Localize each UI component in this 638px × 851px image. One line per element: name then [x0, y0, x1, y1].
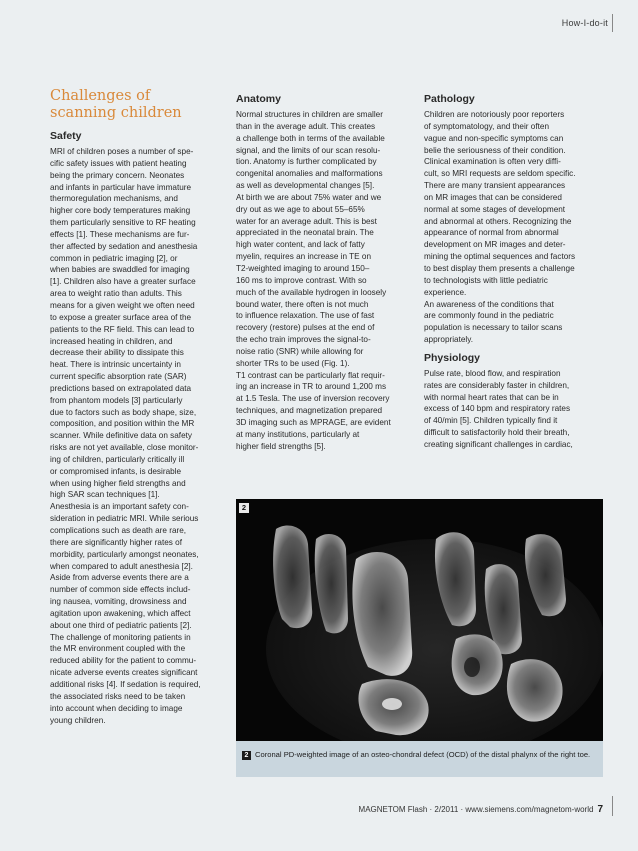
body-line: patients to the RF field. This can lead to — [50, 324, 195, 334]
body-line: common in pediatric imaging [2], or — [50, 253, 178, 263]
body-line: signal, and the limits of our scan resolu- — [236, 145, 381, 155]
body-line: or compromised infants, is desirable — [50, 466, 182, 476]
heading-safety: Safety — [50, 130, 82, 142]
body-line: [1]. Children also have a greater surface — [50, 277, 196, 287]
page-number: 7 — [597, 804, 603, 815]
body-line: Children are notoriously poor reporters — [424, 110, 565, 119]
body-line: to influence relaxation. The use of fast — [236, 311, 375, 321]
body-line: vague and non-specific symptoms can — [424, 133, 564, 143]
body-line: increased heating in children, and — [50, 336, 173, 346]
body-line: Normal structures in children are smaller — [236, 110, 383, 119]
body-line: cific safety issues with patient heating — [50, 158, 187, 168]
body-line: At birth we are about 75% water and we — [236, 192, 382, 202]
body-line: to expose a greater surface area of the — [50, 312, 192, 322]
body-line: Clinical examination is often very diffi- — [424, 157, 561, 167]
body-line: excess of 140 bpm and respiratory rates — [424, 404, 571, 414]
body-line: about one third of pediatric patients [2]. — [50, 620, 192, 630]
body-line: young children. — [50, 715, 106, 725]
body-line: experience. — [424, 287, 467, 297]
heading-anatomy: Anatomy — [236, 93, 281, 105]
body-line: agitation upon awakening, which affect — [50, 608, 191, 618]
body-line: dry out as we age to about 55–65% — [236, 204, 365, 214]
mri-image — [236, 499, 603, 741]
body-line: T2-weighted imaging to around 150– — [236, 263, 370, 273]
body-line: number of common side effects includ- — [50, 585, 191, 595]
body-line: composition, and position within the MR — [50, 419, 195, 429]
body-line: at many institutions, particularly at — [236, 429, 360, 439]
section-label: How-I-do-it — [561, 18, 608, 28]
body-line: development on MR images and deter- — [424, 240, 566, 250]
body-line: appropriately. — [424, 335, 474, 345]
body-line: scanner. While definitive data on safety — [50, 431, 192, 441]
column-anatomy — [236, 93, 414, 452]
body-line: predictions based on extrapolated data — [50, 383, 192, 393]
figure-caption — [242, 749, 594, 760]
body-line: ing of children, particularly critically ill — [50, 454, 185, 464]
column-safety — [50, 88, 226, 726]
body-line: noise ratio (SNR) while allowing for — [236, 346, 364, 356]
body-line: appearance of normal from abnormal — [424, 228, 559, 238]
column-pathology — [424, 93, 604, 451]
body-line: a challenge both in terms of the available — [236, 133, 385, 143]
body-line: belie the seriousness of their condition. — [424, 145, 566, 155]
body-line: from phantom models [3] particularly — [50, 395, 183, 405]
figure-caption-box — [236, 741, 603, 777]
body-line: 160 ms to improve contrast. With so — [236, 275, 367, 285]
footer-text: MAGNETOM Flash · 2/2011 · www.siemens.com/magnetom-world — [358, 805, 594, 814]
body-line: heat. There is intrinsic uncertainty in — [50, 360, 181, 370]
body-line: cult, so MRI requests are seldom specific. — [424, 169, 576, 179]
body-line: An awareness of the conditions that — [424, 299, 554, 309]
header-divider — [612, 14, 613, 32]
body-line: higher core body temperatures making — [50, 206, 191, 216]
body-line: rates are considerably faster in children, — [424, 380, 570, 390]
body-line: to technologists with little pediatric — [424, 275, 548, 285]
body-line: shorter TRs to be used (Fig. 1). — [236, 358, 350, 368]
body-line: creating significant challenges in cardiac, — [424, 439, 573, 449]
body-line: the echo train improves the signal-to- — [236, 335, 371, 345]
body-line: decrease their ability to dissipate this — [50, 348, 184, 358]
body-line: ing an increase in TR to around 1,200 ms — [236, 382, 387, 392]
body-line: T1 contrast can be particularly flat requir- — [236, 370, 385, 380]
body-line: morbidity, particularly amongst neonates, — [50, 549, 199, 559]
anatomy-body — [236, 109, 414, 452]
pathology-body — [424, 109, 604, 346]
body-line: high water content, and lack of fatty — [236, 240, 365, 250]
body-line: techniques, and magnetization prepared — [236, 406, 383, 416]
body-line: There are many transient appearances — [424, 181, 566, 191]
body-line: much of the available hydrogen in loosely — [236, 287, 387, 297]
body-line: additional risks [4]. If sedation is required, — [50, 679, 201, 689]
body-line: appreciated in the neonatal brain. The — [236, 228, 374, 238]
body-line: risks are not yet available, close monitor- — [50, 443, 199, 453]
body-line: Anesthesia is an important safety con- — [50, 502, 189, 512]
body-line: myelin, requires an increase in TE on — [236, 252, 372, 262]
body-line: bound water, there often is not much — [236, 299, 369, 309]
body-line: Pulse rate, blood flow, and respiration — [424, 368, 561, 378]
body-line: MRI of children poses a number of spe- — [50, 147, 194, 156]
body-line: complications such as death are rare, — [50, 526, 187, 535]
body-line: high SAR scan techniques [1]. — [50, 490, 160, 500]
body-line: recovery (restore) pulses at the end of — [236, 323, 375, 333]
body-line: and infants in particular have immature — [50, 182, 192, 192]
body-line: the MR environment coupled with the — [50, 644, 186, 654]
article-title-line: Challenges of — [50, 88, 151, 104]
heading-physiology: Physiology — [424, 351, 481, 364]
body-line: them particularly sensitive to RF heating — [50, 218, 196, 228]
body-line: at 1.5 Tesla. The use of inversion recovery — [236, 394, 390, 404]
mri-figure — [236, 499, 603, 741]
body-line: when using higher field strengths and — [50, 478, 186, 488]
body-line: there are significantly higher rates of — [50, 537, 182, 547]
body-line: of 40/min [5]. Children typically find it — [424, 416, 558, 426]
body-line: and abnormal at others. Recognizing the — [424, 216, 572, 226]
body-line: into account when deciding to image — [50, 703, 183, 713]
body-line: effects [1]. These mechanisms are fur- — [50, 229, 190, 239]
body-line: difficult to satisfactorily hold their breath, — [424, 428, 570, 438]
header-bar — [0, 0, 638, 36]
heading-pathology: Pathology — [424, 93, 475, 105]
figure-number: 2 — [239, 503, 249, 513]
body-line: sideration in pediatric MRI. While serious — [50, 514, 199, 524]
body-line: means for a given weight we often need — [50, 300, 195, 310]
body-line: to best display them presents a challenge — [424, 263, 575, 273]
body-line: normal at some stages of development — [424, 204, 566, 214]
body-line: are commonly found in the pediatric — [424, 311, 554, 321]
body-line: with normal heart rates that can be in — [424, 392, 559, 402]
body-line: higher field strengths [5]. — [236, 441, 326, 451]
lesion-marker — [382, 698, 402, 710]
footer-divider — [612, 796, 613, 816]
body-line: than in the average adult. This creates — [236, 121, 376, 131]
body-line: water for an average adult. This is best — [236, 216, 377, 226]
body-line: ing nausea, vomiting, drowsiness and — [50, 597, 187, 607]
body-line: The challenge of monitoring patients in — [50, 632, 191, 642]
body-line: mining the optimal sequences and factors — [424, 252, 576, 262]
body-line: congenital anomalies and malformations — [236, 169, 383, 179]
body-line: tion. Anatomy is further complicated by — [236, 157, 377, 167]
article-title-line: scanning children — [50, 105, 182, 121]
body-line: being the primary concern. Neonates — [50, 170, 185, 180]
article-title — [50, 88, 226, 122]
body-line: ther affected by sedation and anesthesia — [50, 241, 198, 251]
body-line: current specific absorption rate (SAR) — [50, 372, 187, 382]
body-line: Aside from adverse events there are a — [50, 573, 189, 583]
physiology-body — [424, 368, 604, 451]
body-line: when babies are swaddled for imaging — [50, 265, 190, 275]
body-line: the associated risks need to be taken — [50, 691, 186, 701]
body-line: area to weight ratio than adults. This — [50, 289, 182, 299]
caption-text: Coronal PD-weighted image of an osteo-chondral defect (OCD) of the distal phalynx of the right toe. — [255, 750, 591, 759]
footer — [359, 804, 603, 815]
body-line: nicate adverse events creates significant — [50, 668, 198, 678]
body-line: on MR images that can be considered — [424, 192, 562, 202]
body-line: when compared to adult anesthesia [2]. — [50, 561, 193, 571]
safety-body — [50, 146, 226, 726]
body-line: as well as developmental changes [5]. — [236, 181, 375, 191]
body-line: 3D imaging such as MPRAGE, are evident — [236, 417, 391, 427]
body-line: thermoregulation mechanisms, and — [50, 194, 178, 204]
body-line: population is necessary to tailor scans — [424, 323, 563, 333]
body-line: due to factors such as body shape, size, — [50, 407, 197, 417]
caption-number: 2 — [242, 751, 251, 760]
body-line: reduced ability for the patient to commu- — [50, 656, 197, 666]
body-line: of symptomatology, and their often — [424, 121, 550, 131]
